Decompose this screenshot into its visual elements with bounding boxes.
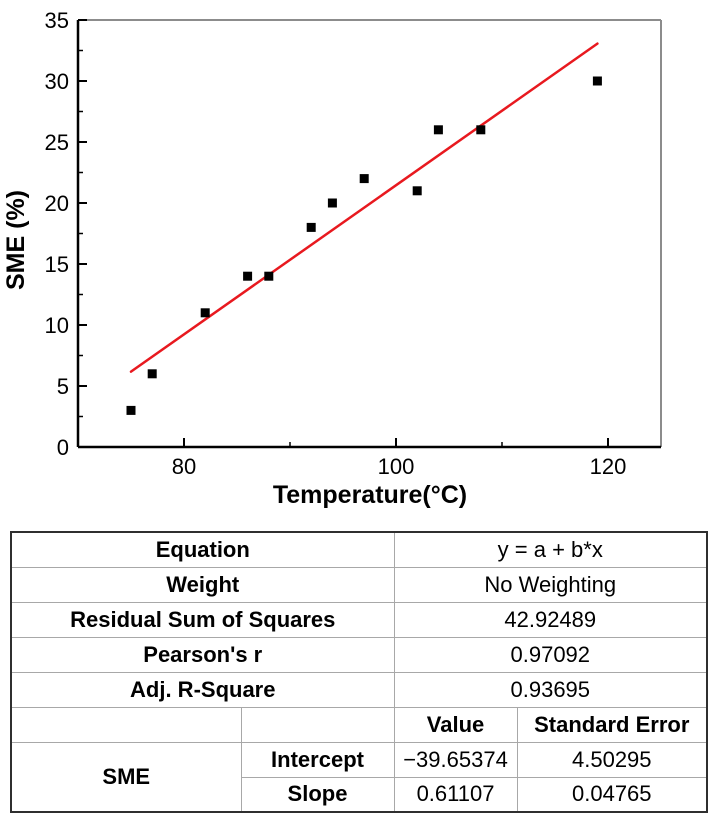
y-tick-label: 15: [44, 252, 69, 277]
data-point: [201, 308, 210, 317]
linear-fit-line: [131, 44, 597, 372]
adj-rsquare-value: 0.93695: [394, 672, 707, 707]
blank-cell: [241, 707, 394, 742]
slope-label: Slope: [241, 777, 394, 812]
blank-cell: [11, 707, 241, 742]
adj-rsquare-label: Adj. R-Square: [11, 672, 394, 707]
x-axis-title: Temperature(°C): [272, 481, 468, 509]
x-tick-label: 100: [377, 454, 415, 479]
y-tick-label: 0: [56, 435, 69, 460]
y-axis-title: SME (%): [2, 190, 30, 290]
table-row-weight: [11, 567, 707, 602]
data-point: [264, 272, 273, 281]
y-tick-label: 20: [44, 191, 69, 216]
slope-value: 0.61107: [394, 777, 517, 812]
data-point: [413, 186, 422, 195]
y-tick-label: 25: [44, 130, 69, 155]
table-row-pearson: [11, 637, 707, 672]
plot-area: [45, 8, 661, 479]
x-tick-label: 120: [589, 454, 627, 479]
weight-label: Weight: [11, 567, 394, 602]
data-point: [360, 174, 369, 183]
table-row-adj-rsquare: [11, 672, 707, 707]
y-tick-label: 35: [44, 8, 69, 33]
y-tick-label: 30: [44, 69, 69, 94]
intercept-stderr: 4.50295: [517, 742, 707, 777]
equation-label: Equation: [11, 532, 394, 567]
data-point: [476, 125, 485, 134]
data-point: [593, 77, 602, 86]
table-row-intercept: [11, 742, 707, 777]
y-tick-label: 5: [56, 374, 69, 399]
value-column-header: Value: [394, 707, 517, 742]
stderr-column-header: Standard Error: [517, 707, 707, 742]
equation-value: y = a + b*x: [394, 532, 707, 567]
rss-value: 42.92489: [394, 602, 707, 637]
data-point: [148, 369, 157, 378]
y-tick-label: 10: [44, 313, 69, 338]
table-row-rss: [11, 602, 707, 637]
data-point: [434, 125, 443, 134]
data-point: [127, 406, 136, 415]
linear-fit-stats-table: [10, 531, 708, 813]
rss-label: Residual Sum of Squares: [11, 602, 394, 637]
data-point: [328, 199, 337, 208]
pearson-value: 0.97092: [394, 637, 707, 672]
data-point: [243, 272, 252, 281]
table-row-equation: [11, 532, 707, 567]
intercept-value: −39.65374: [394, 742, 517, 777]
weight-value: No Weighting: [394, 567, 707, 602]
slope-stderr: 0.04765: [517, 777, 707, 812]
x-tick-label: 80: [171, 454, 197, 479]
data-point: [307, 223, 316, 232]
intercept-label: Intercept: [241, 742, 394, 777]
table-row-column-headers: [11, 707, 707, 742]
dataset-label: SME: [11, 742, 241, 812]
pearson-label: Pearson's r: [11, 637, 394, 672]
